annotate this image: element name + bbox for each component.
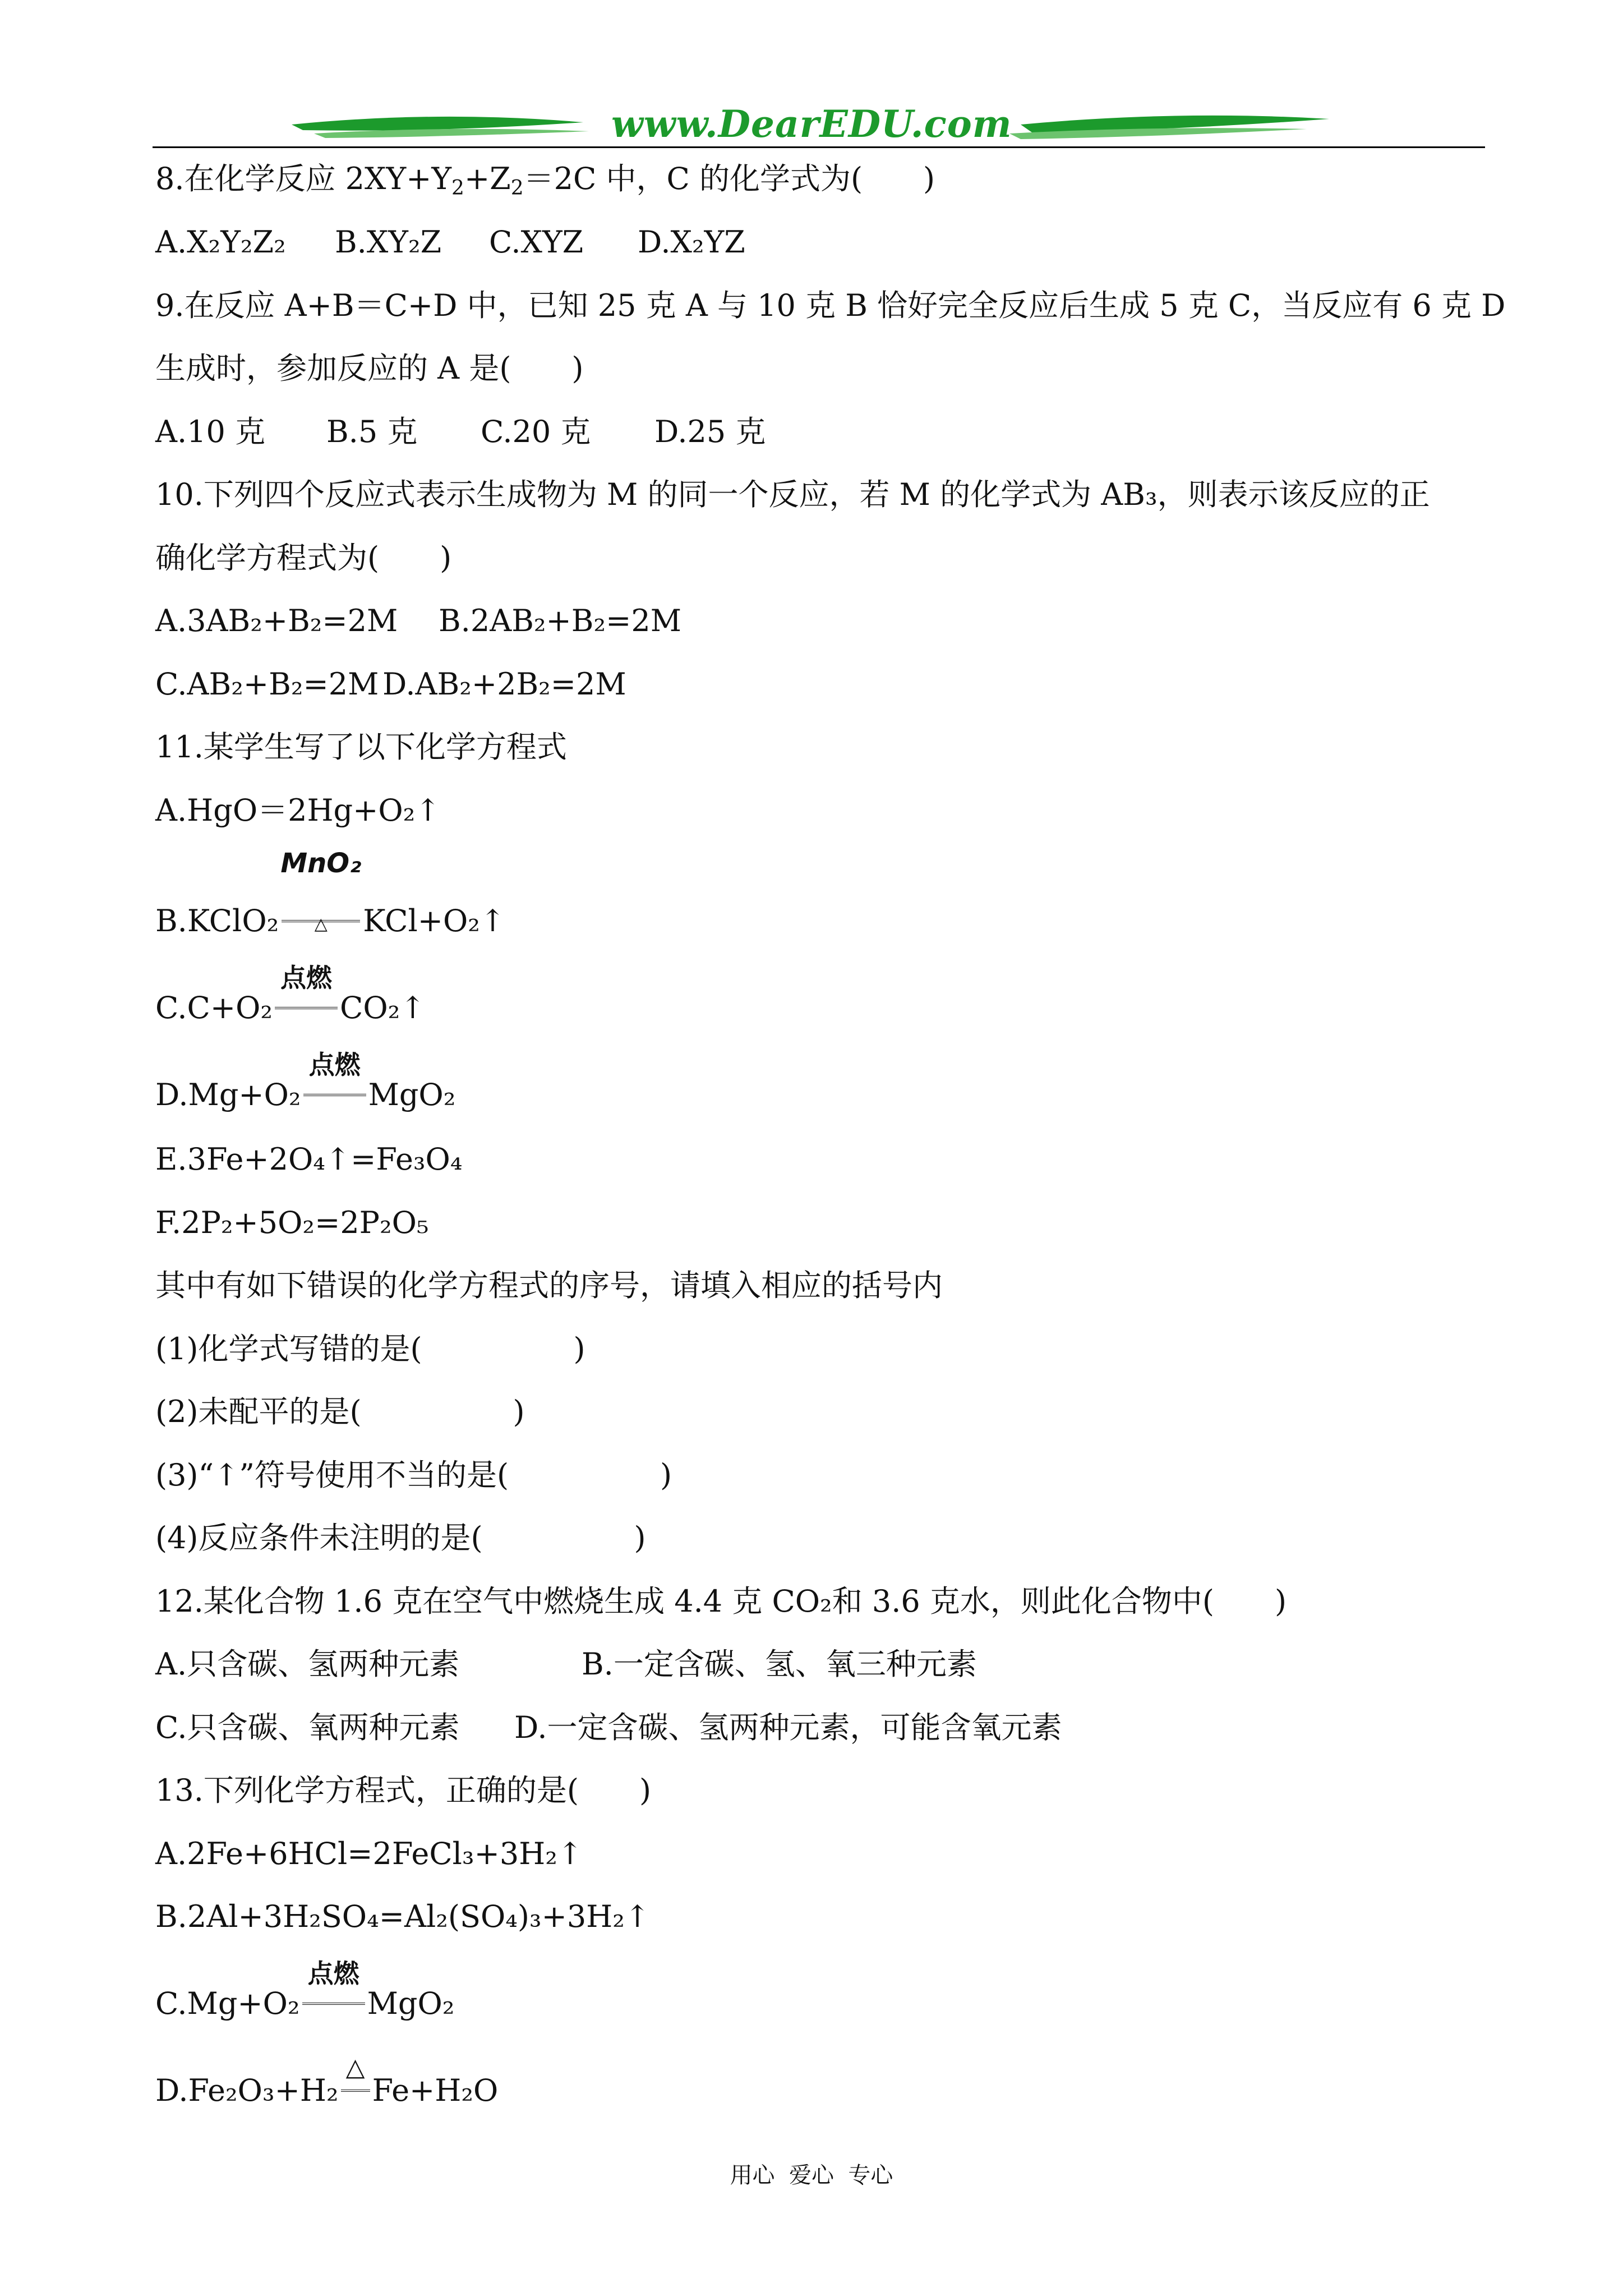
equation-c: C.Mg+O₂ 点燃 MgO₂ (155, 1958, 455, 2021)
option-c: C.XYZ (489, 224, 584, 260)
page-header (0, 0, 1623, 157)
equation-d: D.Fe₂O₃+H₂ △ Fe+H₂O (155, 2053, 499, 2108)
page-footer: 用心 爱心 专心 (730, 2162, 893, 2188)
question-10-options-ab (155, 603, 682, 638)
option-c: C.AB₂+B₂=2M (155, 666, 379, 702)
option-d: D.25 克 (654, 414, 766, 449)
reaction-condition-arrow: 点燃 (273, 993, 340, 1023)
option-d: D.一定含碳、氢两种元素，可能含氧元素 (514, 1710, 1062, 1745)
question-9-stem-line1: 9.在反应 A+B＝C+D 中，已知 25 克 A 与 10 克 B 恰好完全反应后生成 5 克 C，当反应有 6 克 D (155, 288, 1506, 323)
option-a: A.3AB₂+B₂=2M (155, 603, 398, 638)
option-b: B.5 克 (326, 414, 418, 449)
reaction-condition-arrow: 点燃 (301, 1080, 368, 1110)
question-12-options-ab (155, 1646, 977, 1682)
equation-b: B.2Al+3H₂SO₄=Al₂(SO₄)₃+3H₂↑ (155, 1899, 651, 1934)
question-10-options-cd (155, 666, 626, 702)
option-a: A.只含碳、氢两种元素 (155, 1646, 460, 1682)
question-9-options (155, 414, 766, 449)
equation-a: A.HgO＝2Hg+O₂↑ (155, 793, 441, 828)
reaction-condition-arrow: △ (339, 2076, 372, 2106)
option-d: D.X₂YZ (638, 224, 745, 260)
question-12-options-cd (155, 1710, 1062, 1745)
site-logo-text[interactable]: www.DearEDU.com (611, 102, 1012, 146)
question-11-prompt: 其中有如下错误的化学方程式的序号，请填入相应的括号内 (155, 1268, 943, 1303)
option-b: B.一定含碳、氢、氧三种元素 (582, 1646, 977, 1682)
reaction-condition-arrow: MnO₂ △ (280, 848, 362, 934)
option-c: C.20 克 (481, 414, 591, 449)
equation-a: A.2Fe+6HCl=2FeCl₃+3H₂↑ (155, 1836, 583, 1871)
option-b: B.XY₂Z (335, 224, 442, 260)
option-d: D.AB₂+2B₂=2M (382, 666, 626, 702)
equation-b: B.KClO₂ MnO₂ △ KCl+O₂↑ (155, 848, 506, 938)
question-13-stem: 13.下列化学方程式，正确的是( ) (155, 1773, 652, 1808)
header-rule (153, 146, 1485, 148)
question-9-stem-line2: 生成时，参加反应的 A 是( ) (155, 351, 584, 386)
reaction-condition-arrow: 点燃 (300, 1989, 367, 2019)
question-8-stem: 8.在化学反应 $2XY+Y_2+Z_2=2C$ 中，C 的化学式为( ) (155, 161, 935, 200)
question-11-sub-1: (1)化学式写错的是( ) (155, 1331, 585, 1366)
question-10-stem-line1: 10.下列四个反应式表示生成物为 M 的同一个反应，若 M 的化学式为 AB₃，则表示该反应的正 (155, 477, 1430, 512)
option-b: B.2AB₂+B₂=2M (439, 603, 682, 638)
equation-d: D.Mg+O₂ 点燃 MgO₂ (155, 1050, 456, 1112)
question-8-options (155, 224, 745, 260)
question-10-stem-line2: 确化学方程式为( ) (155, 540, 452, 576)
option-a: A.X₂Y₂Z₂ (155, 224, 286, 260)
equation-c: C.C+O₂ 点燃 CO₂↑ (155, 963, 426, 1025)
equation-f: F.2P₂+5O₂=2P₂O₅ (155, 1205, 429, 1240)
equation-e: E.3Fe+2O₄↑=Fe₃O₄ (155, 1142, 463, 1177)
question-11-sub-3: (3)“↑”符号使用不当的是( ) (155, 1457, 672, 1493)
option-c: C.只含碳、氧两种元素 (155, 1710, 460, 1745)
question-12-stem: 12.某化合物 1.6 克在空气中燃烧生成 4.4 克 CO₂和 3.6 克水，则此化合物中( ) (155, 1584, 1287, 1619)
question-11-sub-2: (2)未配平的是( ) (155, 1394, 525, 1429)
question-11-stem: 11.某学生写了以下化学方程式 (155, 729, 567, 765)
question-11-sub-4: (4)反应条件未注明的是( ) (155, 1520, 646, 1556)
option-a: A.10 克 (155, 414, 266, 449)
